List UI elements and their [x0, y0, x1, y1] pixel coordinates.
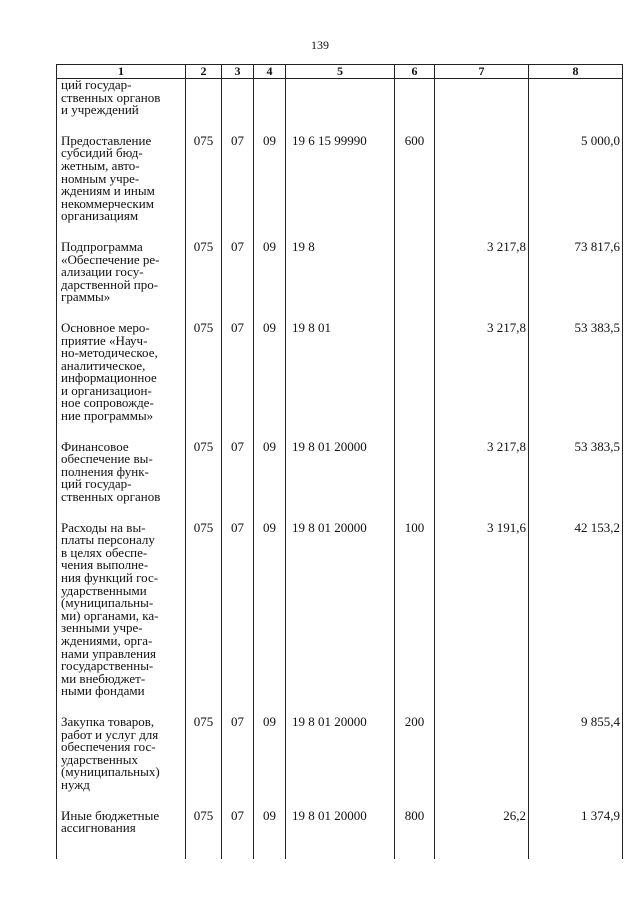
row-name: Основное меро- приятие «Науч- но-методическое, аналитическое, информационное и организацион- ное сопровожде- ние программы» — [57, 322, 186, 423]
spacer-cell — [395, 792, 435, 810]
column-header-2: 2 — [186, 65, 222, 79]
row-admin-code: 075 — [186, 322, 222, 423]
spacer-cell — [529, 504, 623, 522]
spacer-cell — [286, 423, 395, 441]
spacer-cell — [286, 792, 395, 810]
row-name: Расходы на вы- платы персоналу в целях обеспе- чения выполне- ния функций гос- ударственными (муниципальны- ми) органами, ка- зенными учре- ждениями, орга- нами управления государственны- ми внебюджет- ными фондами — [57, 522, 186, 698]
spacer-cell — [222, 792, 254, 810]
row-amount-col7 — [435, 135, 529, 223]
column-header-1: 1 — [57, 65, 186, 79]
spacer-cell — [435, 117, 529, 135]
spacer-cell — [186, 835, 222, 859]
spacer-cell — [395, 304, 435, 322]
row-amount-col7: 3 217,8 — [435, 441, 529, 504]
row-spacer — [57, 835, 623, 859]
row-amount-col8: 9 855,4 — [529, 716, 623, 792]
table-row — [57, 79, 623, 117]
spacer-cell — [57, 792, 186, 810]
row-name: Иные бюджетные ассигнования — [57, 810, 186, 835]
row-name: Подпрограмма «Обеспечение ре- ализации госу- дарственной про- граммы» — [57, 241, 186, 304]
row-amount-col8: 73 817,6 — [529, 241, 623, 304]
spacer-cell — [286, 504, 395, 522]
row-spacer — [57, 504, 623, 522]
column-header-5: 5 — [286, 65, 395, 79]
column-header-3: 3 — [222, 65, 254, 79]
spacer-cell — [435, 835, 529, 859]
spacer-cell — [222, 835, 254, 859]
spacer-cell — [395, 835, 435, 859]
spacer-cell — [254, 423, 286, 441]
row-name: ций государ- ственных органов и учреждений — [57, 79, 186, 117]
row-amount-col8: 5 000,0 — [529, 135, 623, 223]
row-name: Финансовое обеспечение вы- полнения функ- ций государ- ственных органов — [57, 441, 186, 504]
row-expense-type — [395, 322, 435, 423]
row-section-code: 07 — [222, 322, 254, 423]
table-row — [57, 716, 623, 792]
spacer-cell — [435, 504, 529, 522]
row-admin-code: 075 — [186, 135, 222, 223]
row-spacer — [57, 423, 623, 441]
budget-table — [56, 64, 623, 859]
spacer-cell — [529, 792, 623, 810]
table-row — [57, 322, 623, 423]
spacer-cell — [435, 698, 529, 716]
row-amount-col8 — [529, 79, 623, 117]
spacer-cell — [395, 423, 435, 441]
row-spacer — [57, 792, 623, 810]
spacer-cell — [186, 792, 222, 810]
spacer-cell — [254, 835, 286, 859]
spacer-cell — [395, 504, 435, 522]
row-subsection-code — [254, 79, 286, 117]
row-target-code: 19 8 01 20000 — [286, 522, 395, 698]
row-section-code: 07 — [222, 135, 254, 223]
row-amount-col7: 3 217,8 — [435, 322, 529, 423]
spacer-cell — [529, 423, 623, 441]
row-admin-code: 075 — [186, 241, 222, 304]
spacer-cell — [222, 423, 254, 441]
row-admin-code: 075 — [186, 716, 222, 792]
row-target-code: 19 8 01 20000 — [286, 716, 395, 792]
row-amount-col7 — [435, 79, 529, 117]
row-amount-col7: 26,2 — [435, 810, 529, 835]
table-row — [57, 241, 623, 304]
column-header-4: 4 — [254, 65, 286, 79]
row-expense-type — [395, 441, 435, 504]
spacer-cell — [57, 504, 186, 522]
page-number: 139 — [311, 38, 329, 52]
row-subsection-code: 09 — [254, 810, 286, 835]
row-amount-col8: 53 383,5 — [529, 441, 623, 504]
row-target-code: 19 8 01 — [286, 322, 395, 423]
row-section-code: 07 — [222, 241, 254, 304]
row-expense-type: 200 — [395, 716, 435, 792]
spacer-cell — [57, 835, 186, 859]
row-section-code: 07 — [222, 522, 254, 698]
row-admin-code: 075 — [186, 522, 222, 698]
row-expense-type — [395, 241, 435, 304]
spacer-cell — [435, 792, 529, 810]
row-target-code: 19 8 — [286, 241, 395, 304]
row-subsection-code: 09 — [254, 441, 286, 504]
row-admin-code: 075 — [186, 810, 222, 835]
table-row — [57, 810, 623, 835]
row-expense-type: 600 — [395, 135, 435, 223]
row-target-code: 19 8 01 20000 — [286, 441, 395, 504]
row-amount-col7: 3 191,6 — [435, 522, 529, 698]
spacer-cell — [435, 423, 529, 441]
table-body — [57, 79, 623, 859]
column-header-6: 6 — [395, 65, 435, 79]
spacer-cell — [254, 792, 286, 810]
table-row — [57, 522, 623, 698]
spacer-cell — [186, 504, 222, 522]
spacer-cell — [286, 835, 395, 859]
spacer-cell — [254, 504, 286, 522]
spacer-cell — [57, 423, 186, 441]
row-name: Предоставление субсидий бюд- жетным, авто- номным учре- ждениям и иным некоммерческим организациям — [57, 135, 186, 223]
row-admin-code: 075 — [186, 441, 222, 504]
table-row — [57, 441, 623, 504]
row-subsection-code: 09 — [254, 716, 286, 792]
row-subsection-code: 09 — [254, 241, 286, 304]
column-header-8: 8 — [529, 65, 623, 79]
row-expense-type: 100 — [395, 522, 435, 698]
table-row — [57, 135, 623, 223]
row-amount-col8: 1 374,9 — [529, 810, 623, 835]
spacer-cell — [395, 223, 435, 241]
spacer-cell — [186, 423, 222, 441]
row-subsection-code: 09 — [254, 135, 286, 223]
spacer-cell — [222, 504, 254, 522]
row-target-code: 19 6 15 99990 — [286, 135, 395, 223]
row-expense-type: 800 — [395, 810, 435, 835]
table-header-row — [57, 65, 623, 79]
row-section-code: 07 — [222, 441, 254, 504]
row-section-code: 07 — [222, 810, 254, 835]
row-section-code: 07 — [222, 716, 254, 792]
row-admin-code — [186, 79, 222, 117]
row-amount-col7 — [435, 716, 529, 792]
row-name: Закупка товаров, работ и услуг для обеспечения гос- ударственных (муниципальных) нужд — [57, 716, 186, 792]
row-subsection-code: 09 — [254, 522, 286, 698]
row-section-code — [222, 79, 254, 117]
row-expense-type — [395, 79, 435, 117]
row-amount-col8: 53 383,5 — [529, 322, 623, 423]
row-amount-col8: 42 153,2 — [529, 522, 623, 698]
spacer-cell — [529, 835, 623, 859]
column-header-7: 7 — [435, 65, 529, 79]
row-target-code: 19 8 01 20000 — [286, 810, 395, 835]
row-amount-col7: 3 217,8 — [435, 241, 529, 304]
row-subsection-code: 09 — [254, 322, 286, 423]
row-target-code — [286, 79, 395, 117]
